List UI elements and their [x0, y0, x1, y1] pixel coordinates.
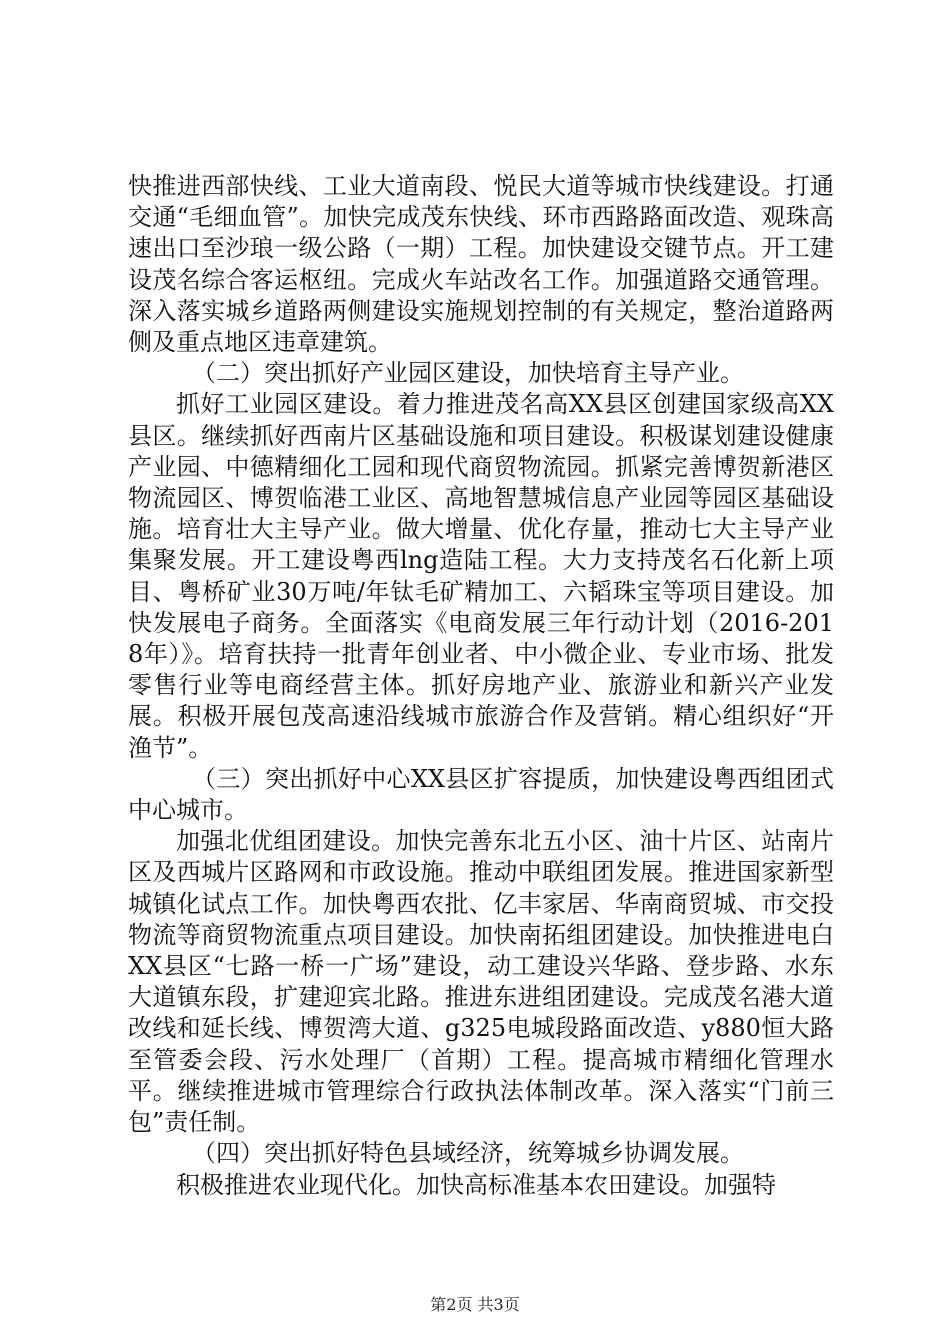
section-heading-county-economy: （四）突出抓好特色县域经济，统筹城乡协调发展。	[192, 1139, 744, 1168]
page-number-footer: 第2页 共3页	[430, 1295, 520, 1314]
body-paragraph-agriculture: 积极推进农业现代化。加快高标准基本农田建设。加强特	[176, 1170, 776, 1199]
body-paragraph-central-city: 加强北优组团建设。加快完善东北五小区、油十片区、站南片区及西城片区路网和市政设施。推动中联组团发展。推进国家新型城镇化试点工作。加快粤西农批、亿丰家居、华南商贸城、市交投物流等商贸物流重点项目建设。加快南拓组团建设。加快推进电白XX县区“七路一桥一广场”建设，动工建设兴华路、登步路、水东大道镇东段，扩建迎宾北路。推进东进组团建设。完成茂名港大道改线和延长线、博贺湾大道、g325电城段路面改造、y880恒大路至管委会段、污水处理厂（首期）工程。提高城市精细化管理水平。继续推进城市管理综合行政执法体制改革。深入落实“门前三包”责任制。	[128, 827, 834, 1137]
section-heading-industrial-parks: （二）突出抓好产业园区建设，加快培育主导产业。	[192, 359, 744, 388]
document-body	[128, 171, 834, 1201]
section-heading-central-city: （三）突出抓好中心XX县区扩容提质，加快建设粤西组团式中心城市。	[128, 764, 834, 825]
body-paragraph-transport: 快推进西部快线、工业大道南段、悦民大道等城市快线建设。打通交通“毛细血管”。加快完成茂东快线、环市西路路面改造、观珠高速出口至沙琅一级公路（一期）工程。加快建设交键节点。开工建设茂名综合客运枢纽。完成火车站改名工作。加强道路交通管理。深入落实城乡道路两侧建设实施规划控制的有关规定，整治道路两侧及重点地区违章建筑。	[128, 172, 834, 357]
body-paragraph-industrial-parks: 抓好工业园区建设。着力推进茂名高XX县区创建国家级高XX县区。继续抓好西南片区基础设施和项目建设。积极谋划建设健康产业园、中德精细化工园和现代商贸物流园。抓紧完善博贺新港区物流园区、博贺临港工业区、高地智慧城信息产业园等园区基础设施。培育壮大主导产业。做大增量、优化存量，推动七大主导产业集聚发展。开工建设粤西lng造陆工程。大力支持茂名石化新上项目、粤桥矿业30万吨/年钛毛矿精加工、六韬珠宝等项目建设。加快发展电子商务。全面落实《电商发展三年行动计划（2016-2018年）》。培育扶持一批青年创业者、中小微企业、专业市场、批发零售行业等电商经营主体。抓好房地产业、旅游业和新兴产业发展。积极开展包茂高速沿线城市旅游合作及营销。精心组织好“开渔节”。	[128, 390, 834, 762]
